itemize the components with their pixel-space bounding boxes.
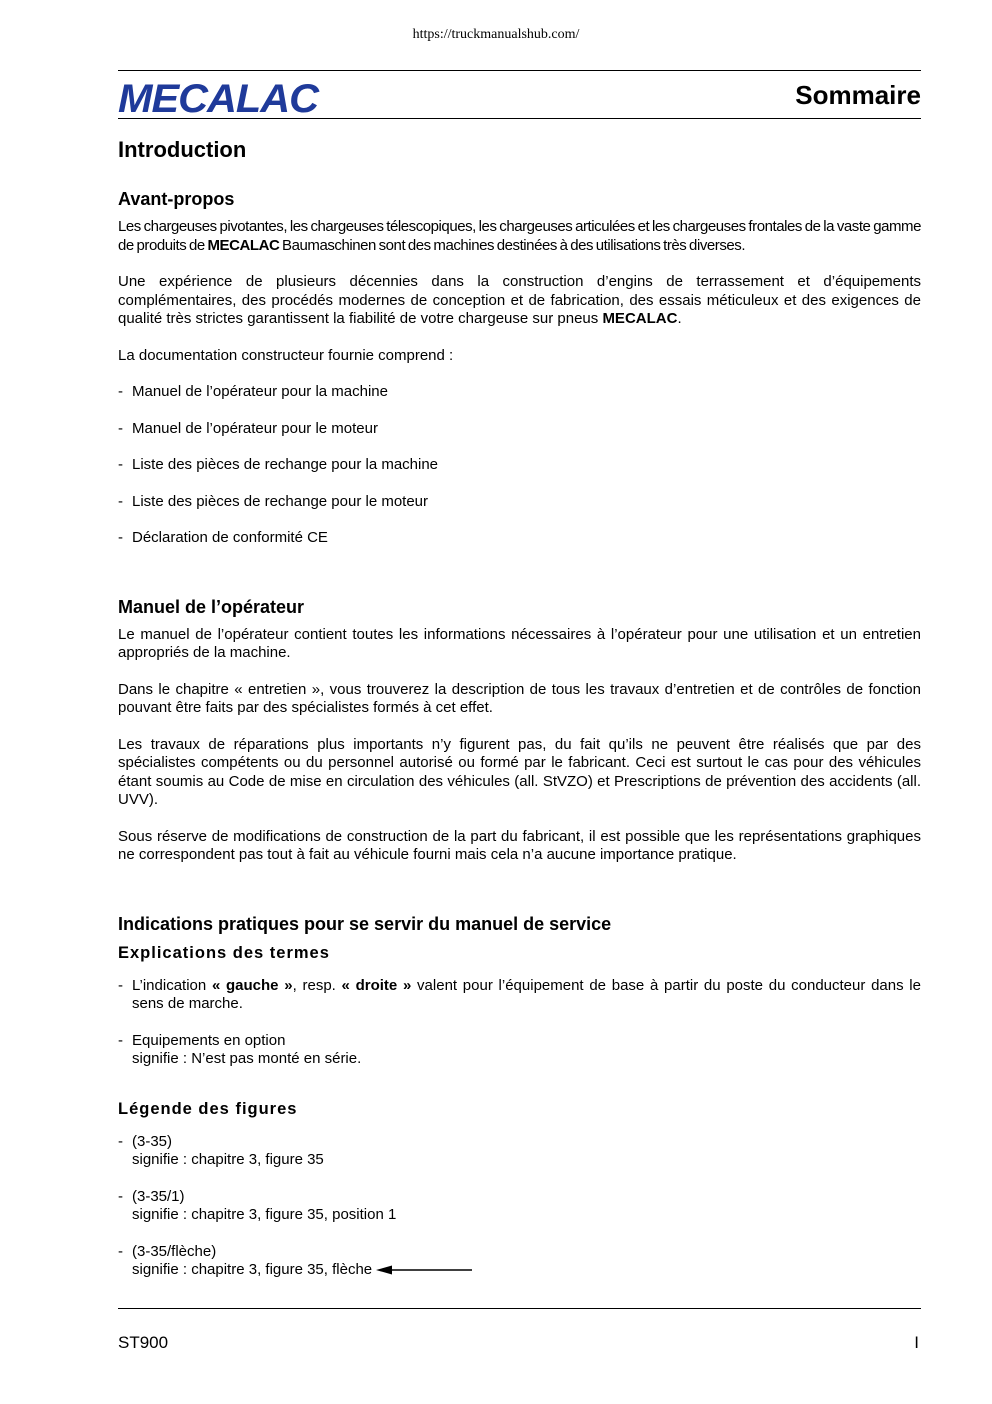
model-label: ST900 bbox=[118, 1333, 169, 1352]
manuel-heading: Manuel de l’opérateur bbox=[118, 596, 305, 617]
list-item: - L’indication « gauche », resp. « droite » valent pour l’équipement de base à partir du poste du conducteur dans le sens de marche. bbox=[118, 977, 921, 1014]
header-bottom-rule bbox=[118, 118, 921, 119]
indications-heading: Indications pratiques pour se servir du manuel de service bbox=[118, 913, 612, 934]
header-top-rule bbox=[118, 70, 921, 71]
introduction-heading: Introduction bbox=[118, 137, 247, 162]
manuel-paragraph-2: Dans le chapitre « entretien », vous trouverez la description de tous les travaux d’entretien et de contrôles de fonction pouvant être faits par des spécialistes formés à cet effet. bbox=[118, 680, 921, 716]
arrow-icon bbox=[376, 1264, 472, 1276]
avant-propos-heading: Avant-propos bbox=[118, 189, 235, 209]
footer-rule bbox=[118, 1308, 921, 1309]
termes-list bbox=[118, 977, 921, 1069]
page-number: I bbox=[914, 1333, 919, 1352]
list-item: - (3-35/flèche) signifie : chapitre 3, figure 35, flèche bbox=[118, 1243, 921, 1280]
avant-propos-paragraph-1: Les chargeuses pivotantes, les chargeuses télescopiques, les chargeuses articulées et les chargeuses frontales de la vaste gamme de produits de MECALAC Baumaschinen sont des machines destinées à des utilisations très diverses. bbox=[118, 218, 921, 254]
avant-propos-paragraph-2: Une expérience de plusieurs décennies dans la construction d’engins de terrassement et d’équipements complémentaires, des procédés modernes de conception et de fabrication, des essais méticuleux et des exigences de qualité très strictes garantissent la fiabilité de votre chargeuse sur pneus MECALAC. bbox=[118, 273, 921, 327]
list-item: - (3-35/1) signifie : chapitre 3, figure 35, position 1 bbox=[118, 1188, 921, 1225]
list-item: - Equipements en option signifie : N’est pas monté en série. bbox=[118, 1032, 921, 1069]
list-item: - Liste des pièces de rechange pour la machine bbox=[118, 456, 921, 475]
legende-heading: Légende des figures bbox=[118, 1099, 298, 1118]
manuel-paragraph-4: Sous réserve de modifications de construction de la part du fabricant, il est possible que les représentations graphiques ne correspondent pas tout à fait au véhicule fourni mais cela n’a aucune importance pratique. bbox=[118, 827, 921, 863]
termes-heading: Explications des termes bbox=[118, 943, 330, 962]
page-title: Sommaire bbox=[795, 80, 921, 110]
legende-list bbox=[118, 1133, 921, 1280]
manuel-paragraph-3: Les travaux de réparations plus importants n’y figurent pas, du fait qu’ils ne peuvent être réalisés que par des spécialistes compétents ou du personnel autorisé ou formé par le fabricant. Ceci est surtout le cas pour des véhicules étant soumis au Code de mise en circulation des véhicules (all. StVZO) et Prescriptions de prévention des accidents (all. UVV). bbox=[118, 735, 921, 808]
mecalac-logo bbox=[118, 78, 320, 118]
svg-text:MECALAC: MECALAC bbox=[118, 78, 320, 118]
list-item: - Déclaration de conformité CE bbox=[118, 529, 921, 548]
manuel-paragraph-1: Le manuel de l’opérateur contient toutes les informations nécessaires à l’opérateur pour une utilisation et un entretien appropriés de la machine. bbox=[118, 625, 921, 661]
list-item: - (3-35) signifie : chapitre 3, figure 35 bbox=[118, 1133, 921, 1170]
source-url[interactable]: https://truckmanualshub.com/ bbox=[412, 27, 580, 42]
list-item: - Manuel de l’opérateur pour la machine bbox=[118, 383, 921, 402]
avant-propos-paragraph-3: La documentation constructeur fournie comprend : bbox=[118, 346, 454, 364]
document-body bbox=[118, 136, 921, 1280]
list-item: - Liste des pièces de rechange pour le moteur bbox=[118, 493, 921, 512]
list-item: - Manuel de l’opérateur pour le moteur bbox=[118, 420, 921, 439]
documentation-list bbox=[118, 383, 921, 548]
